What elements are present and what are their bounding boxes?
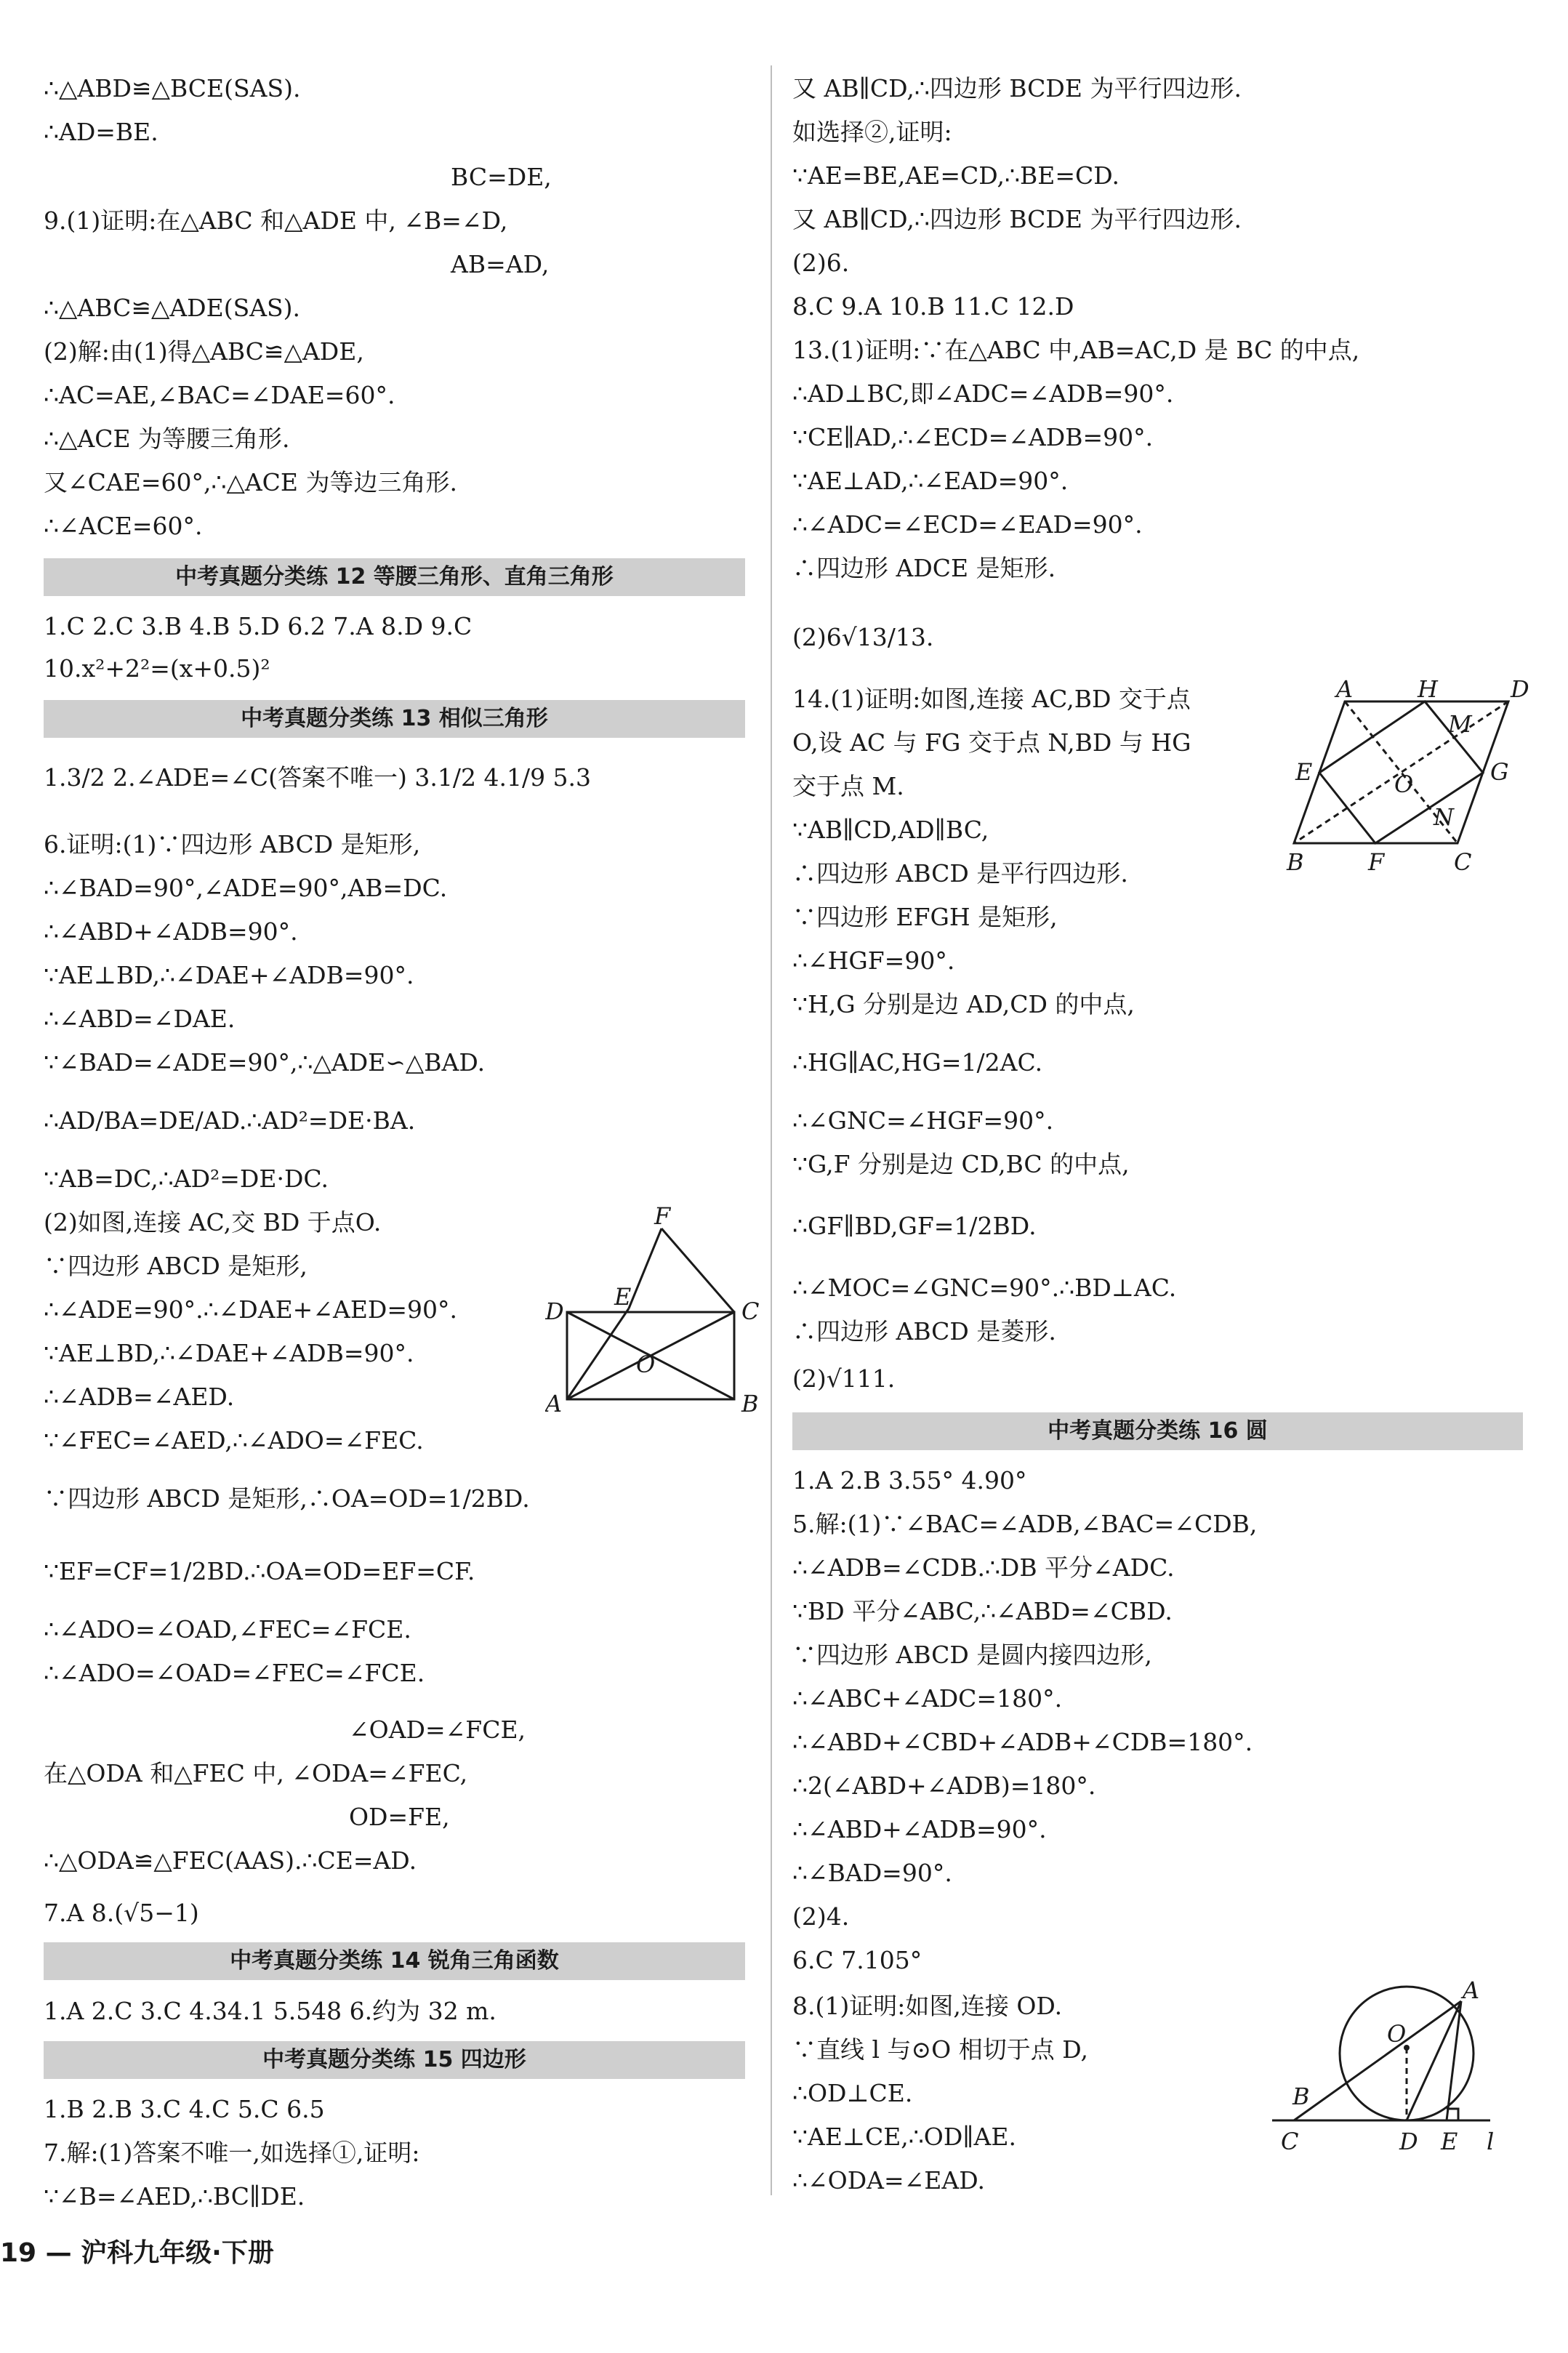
text-line: ∵直线 l 与⊙O 相切于点 D, [792, 2035, 1088, 2064]
text-line: (2)6. [792, 249, 850, 277]
text-line: 7.解:(1)答案不唯一,如选择①,证明: [44, 2139, 420, 2167]
text-line: ∵四边形 EFGH 是矩形, [792, 903, 1058, 931]
text-line: ∴∠ADC=∠ECD=∠EAD=90°. [792, 510, 1143, 539]
text-line: ∴∠ABC+∠ADC=180°. [792, 1684, 1063, 1713]
label-A: A [545, 1390, 563, 1417]
label-C: C [1454, 848, 1472, 876]
text-line: ∵CE∥AD,∴∠ECD=∠ADB=90°. [792, 423, 1154, 451]
answer-line: 10.x²+2²=(x+0.5)² [44, 654, 270, 683]
text-line: ∴△ODA≌△FEC(AAS).∴CE=AD. [44, 1846, 417, 1875]
text-line: ∵AE=BE,AE=CD,∴BE=CD. [792, 161, 1119, 190]
section-header-16: 中考真题分类练 16 圆 [792, 1412, 1523, 1450]
label-F: F [1368, 848, 1385, 876]
text-line: ∴AD⊥BC,即∠ADC=∠ADB=90°. [792, 379, 1174, 408]
section-header-13: 中考真题分类练 13 相似三角形 [44, 700, 745, 738]
label-E: E [614, 1283, 632, 1311]
text-line: 5.解:(1)∵∠BAC=∠ADB,∠BAC=∠CDB, [792, 1510, 1258, 1538]
label-O: O [636, 1351, 656, 1378]
label-N: N [1434, 803, 1454, 831]
label-D: D [1511, 680, 1529, 703]
text-line: ∴2(∠ABD+∠ADB)=180°. [792, 1771, 1096, 1800]
text-line: ∵AE⊥BD,∴∠DAE+∠ADB=90°. [44, 961, 414, 989]
text-line: ∵∠FEC=∠AED,∴∠ADO=∠FEC. [44, 1426, 424, 1455]
text-line: ∵四边形 ABCD 是矩形,∴OA=OD=1/2BD. [44, 1484, 530, 1513]
section-header-14: 中考真题分类练 14 锐角三角函数 [44, 1942, 745, 1980]
text-line: ∵∠BAD=∠ADE=90°,∴△ADE∽△BAD. [44, 1048, 486, 1077]
label-l: l [1487, 2128, 1495, 2155]
text-line: ∴∠ADB=∠AED. [44, 1383, 235, 1411]
column-divider [771, 65, 772, 2195]
text-line: ∴∠ABD+∠ADB=90°. [44, 917, 298, 946]
text-line: ∴∠ADO=∠OAD=∠FEC=∠FCE. [44, 1659, 425, 1687]
text-line: ∴∠HGF=90°. [792, 946, 955, 975]
label-G: G [1490, 758, 1509, 786]
label-F: F [654, 1207, 671, 1230]
label-E: E [1441, 2128, 1458, 2155]
label-O: O [1394, 771, 1414, 798]
text-line: ∴四边形 ABCD 是菱形. [792, 1317, 1056, 1346]
text-line: BC=DE, [451, 163, 552, 191]
text-line: ∴∠ABD=∠DAE. [44, 1005, 236, 1033]
label-H: H [1418, 680, 1438, 703]
text-line: O,设 AC 与 FG 交于点 N,BD 与 HG [792, 728, 1191, 757]
text-line: ∴四边形 ADCE 是矩形. [792, 554, 1056, 582]
answer-line: 7.A 8.(√5−1) [44, 1899, 199, 1927]
label-M: M [1448, 710, 1472, 738]
rhombus-figure [1279, 680, 1530, 883]
circle-figure [1272, 1981, 1541, 2166]
label-O: O [1387, 2020, 1407, 2048]
text-line: ∴四边形 ABCD 是平行四边形. [792, 859, 1128, 888]
text-line: ∵四边形 ABCD 是圆内接四边形, [792, 1641, 1152, 1669]
text-line: (2)√111. [792, 1364, 896, 1393]
label-B: B [1292, 2083, 1310, 2110]
text-line: 13.(1)证明:∵在△ABC 中,AB=AC,D 是 BC 的中点, [792, 336, 1360, 364]
label-C: C [741, 1298, 760, 1325]
answer-line: 1.A 2.B 3.55° 4.90° [792, 1466, 1027, 1495]
text-line: 9.(1)证明:在△ABC 和△ADE 中, ∠B=∠D, [44, 206, 508, 235]
text-line: 如选择②,证明: [792, 118, 952, 146]
text-line: ∴∠ACE=60°. [44, 512, 203, 540]
text-line: ∵AB=DC,∴AD²=DE·DC. [44, 1165, 329, 1193]
label-B: B [1287, 848, 1304, 876]
text-line: ∵BD 平分∠ABC,∴∠ABD=∠CBD. [792, 1597, 1173, 1625]
text-line: ∴∠ADB=∠CDB.∴DB 平分∠ADC. [792, 1553, 1175, 1582]
text-line: ∴AD/BA=DE/AD.∴AD²=DE·BA. [44, 1106, 416, 1135]
text-line: ∵H,G 分别是边 AD,CD 的中点, [792, 990, 1135, 1018]
text-line: 又 AB∥CD,∴四边形 BCDE 为平行四边形. [792, 74, 1242, 102]
text-line: (2)解:由(1)得△ABC≌△ADE, [44, 337, 364, 366]
text-line: ∴AC=AE,∠BAC=∠DAE=60°. [44, 381, 395, 409]
text-line: ∴∠GNC=∠HGF=90°. [792, 1106, 1054, 1135]
answer-line: 1.B 2.B 3.C 4.C 5.C 6.5 [44, 2095, 325, 2123]
text-line: ∴△ACE 为等腰三角形. [44, 425, 290, 453]
text-line: ∴∠BAD=90°,∠ADE=90°,AB=DC. [44, 874, 448, 902]
text-line: ∴∠ABD+∠CBD+∠ADB+∠CDB=180°. [792, 1728, 1253, 1756]
answer-line: 1.A 2.C 3.C 4.34.1 5.548 6.约为 32 m. [44, 1997, 496, 2025]
text-line: AB=AD, [451, 250, 550, 278]
label-C: C [1281, 2128, 1299, 2155]
section-header-12: 中考真题分类练 12 等腰三角形、直角三角形 [44, 558, 745, 596]
text-line: 6.证明:(1)∵四边形 ABCD 是矩形, [44, 830, 421, 858]
text-line: ∴∠ADE=90°.∴∠DAE+∠AED=90°. [44, 1295, 457, 1324]
text-line: ∵AE⊥CE,∴OD∥AE. [792, 2123, 1016, 2151]
text-line: ∴GF∥BD,GF=1/2BD. [792, 1212, 1037, 1240]
text-line: ∴∠ABD+∠ADB=90°. [792, 1815, 1047, 1843]
text-line: ∴△ABC≌△ADE(SAS). [44, 294, 301, 322]
rectangle-figure [545, 1207, 763, 1417]
text-line: 交于点 M. [792, 772, 904, 800]
label-E: E [1295, 758, 1313, 786]
answer-line: 8.C 9.A 10.B 11.C 12.D [792, 292, 1074, 321]
answer-line: 1.C 2.C 3.B 4.B 5.D 6.2 7.A 8.D 9.C [44, 612, 473, 640]
label-A: A [1336, 680, 1354, 703]
label-A: A [1463, 1981, 1480, 2004]
text-line: (2)4. [792, 1902, 850, 1931]
text-line: 8.(1)证明:如图,连接 OD. [792, 1992, 1063, 2020]
text-line: 14.(1)证明:如图,连接 AC,BD 交于点 [792, 685, 1191, 713]
text-line: ∴AD=BE. [44, 118, 158, 146]
text-line: ∴OD⊥CE. [792, 2079, 913, 2107]
text-line: OD=FE, [349, 1803, 450, 1831]
text-line: 又∠CAE=60°,∴△ACE 为等边三角形. [44, 468, 457, 496]
text-line: ∵G,F 分别是边 CD,BC 的中点, [792, 1150, 1130, 1178]
text-line: ∴∠ADO=∠OAD,∠FEC=∠FCE. [44, 1615, 411, 1644]
text-line: ∴△ABD≌△BCE(SAS). [44, 74, 301, 102]
text-line: ∠OAD=∠FCE, [349, 1716, 526, 1744]
label-B: B [741, 1390, 759, 1417]
text-line: ∵AB∥CD,AD∥BC, [792, 816, 989, 844]
page-footer: 19 — 沪科九年级·下册 [0, 2238, 274, 2268]
text-line: ∴∠MOC=∠GNC=90°.∴BD⊥AC. [792, 1274, 1177, 1302]
text-line: 在△ODA 和△FEC 中, ∠ODA=∠FEC, [44, 1759, 468, 1787]
text-line: ∴∠BAD=90°. [792, 1859, 952, 1887]
text-line: ∵EF=CF=1/2BD.∴OA=OD=EF=CF. [44, 1557, 475, 1585]
text-line: ∴HG∥AC,HG=1/2AC. [792, 1048, 1043, 1077]
text-line: (2)如图,连接 AC,交 BD 于点O. [44, 1208, 382, 1236]
text-line: (2)6√13/13. [792, 623, 934, 651]
text-line: ∴∠ODA=∠EAD. [792, 2166, 985, 2195]
answer-line: 6.C 7.105° [792, 1946, 922, 1974]
text-line: 又 AB∥CD,∴四边形 BCDE 为平行四边形. [792, 205, 1242, 233]
text-line: ∵AE⊥BD,∴∠DAE+∠ADB=90°. [44, 1339, 414, 1367]
text-line: ∵四边形 ABCD 是矩形, [44, 1252, 307, 1280]
section-header-15: 中考真题分类练 15 四边形 [44, 2041, 745, 2079]
text-line: ∵∠B=∠AED,∴BC∥DE. [44, 2182, 305, 2211]
label-D: D [545, 1298, 564, 1325]
label-D: D [1399, 2128, 1418, 2155]
text-line: ∵AE⊥AD,∴∠EAD=90°. [792, 467, 1069, 495]
answer-line: 1.3/2 2.∠ADE=∠C(答案不唯一) 3.1/2 4.1/9 5.3 [44, 763, 592, 792]
